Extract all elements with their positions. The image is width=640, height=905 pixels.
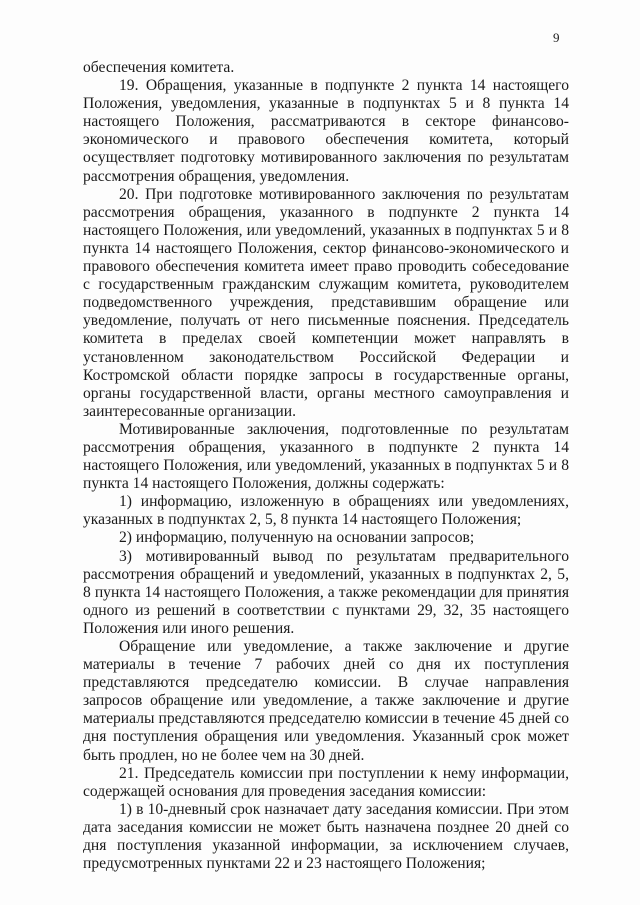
list-item-21-1: 1) в 10-дневный срок назначает дату заседания комиссии. При этом дата заседания комиссии не может быть назначена позднее 20 дней со дня поступления указанной информации, за исключением случаев, предусмотренных пунктами 22 и 23 настоящего Положения; — [83, 800, 569, 873]
paragraph-20: 20. При подготовке мотивированного заключения по результатам рассмотрения обращения, указанного в подпункте 2 пункта 14 настоящего Положения, или уведомлений, указанных в подпунктах 5 и 8 пункта 14 настоящего Положения, сектор финансово-экономического и правового обеспечения комитета имеет право проводить собеседование с государственным гражданским служащим комитета, руководителем подведомственного учреждения, представившим обращение или уведомление, получать от него письменные пояснения. Председатель комитета в пределах своей компетенции может направлять в установленном законодательством Российской Федерации и Костромской области порядке запросы в государственные органы, органы государственной власти, органы местного самоуправления и заинтересованные организации. — [83, 185, 569, 420]
paragraph-conclusions: Мотивированные заключения, подготовленные по результатам рассмотрения обращения, указанного в подпункте 2 пункта 14 настоящего Положения, или уведомлений, указанных в подпунктах 5 и 8 пункта 14 настоящего Положения, должны содержать: — [83, 420, 569, 493]
paragraph-deadlines: Обращение или уведомление, а также заключение и другие материалы в течение 7 рабочих дней со дня их поступления представляются председателю комиссии. В случае направления запросов обращение или уведомление, а также заключение и другие материалы представляются председателю комиссии в течение 45 дней со дня поступления обращения или уведомления. Указанный срок может быть продлен, но не более чем на 30 дней. — [83, 638, 569, 764]
paragraph-continuation: обеспечения комитета. — [83, 59, 235, 76]
page-number: 9 — [553, 30, 560, 45]
list-item-2: 2) информацию, полученную на основании запросов; — [119, 529, 475, 547]
paragraph-19: 19. Обращения, указанные в подпункте 2 пункта 14 настоящего Положения, уведомления, указанные в подпунктах 5 и 8 пункта 14 настоящего Положения, рассматриваются в секторе финансово-экономического и правового обеспечения комитета, который осуществляет подготовку мотивированного заключения по результатам рассмотрения обращения, уведомления. — [83, 77, 569, 185]
list-item-1: 1) информацию, изложенную в обращениях или уведомлениях, указанных в подпунктах 2, 5, 8 пункта 14 настоящего Положения; — [83, 493, 569, 529]
paragraph-21: 21. Председатель комиссии при поступлении к нему информации, содержащей основания для проведения заседания комиссии: — [83, 764, 569, 800]
list-item-3: 3) мотивированный вывод по результатам предварительного рассмотрения обращений и уведомлений, указанных в подпунктах 2, 5, 8 пункта 14 настоящего Положения, а также рекомендации для принятия одного из решений в соответствии с пунктами 29, 32, 35 настоящего Положения или иного решения. — [83, 547, 569, 637]
body-text — [83, 59, 569, 873]
